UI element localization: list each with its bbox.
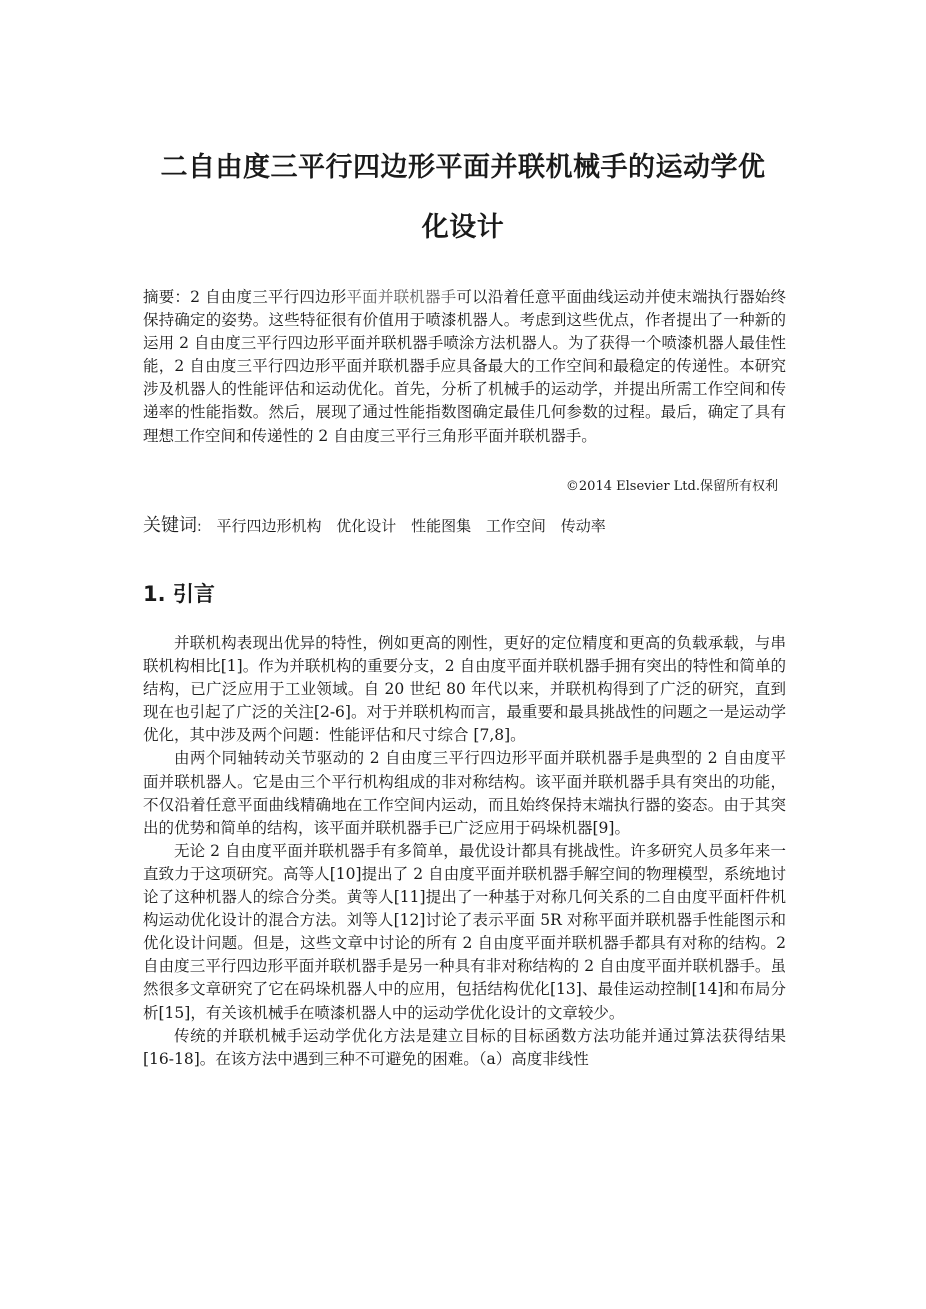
- keyword: 性能图集: [411, 517, 472, 535]
- keyword: 工作空间: [485, 517, 546, 535]
- abstract-text-rest: 可以沿着任意平面曲线运动并使末端执行器始终保持确定的姿势。这些特征很有价值用于喷漆机器人。考虑到这些优点，作者提出了一种新的运用 2 自由度三平行四边形平面并联机器手喷涂方法机器人。为了获得一个喷漆机器人最佳性能，2 自由度三平行四边形平面并联机器手应具备最大的工作空间和最稳定的传递性。本研究涉及机器人的性能评估和运动优化。首先，分析了机械手的运动学，并提出所需工作空间和传递率的性能指数。然后，展现了通过性能指数图确定最佳几何参数的过程。最后，确定了具有理想工作空间和传递性的 2 自由度三平行三角形平面并联机器手。: [143, 288, 786, 445]
- keyword: 优化设计: [336, 517, 397, 535]
- keyword: 平行四边形机构: [216, 517, 322, 535]
- paragraph: 并联机构表现出优异的特性，例如更高的刚性，更好的定位精度和更高的负载承载，与串联机构相比[1]。作为并联机构的重要分支，2 自由度平面并联机器手拥有突出的特性和简单的结构，已广泛应用于工业领域。自 20 世纪 80 年代以来，并联机构得到了广泛的研究，直到现在也引起了广泛的关注[2-6]。对于并联机构而言，最重要和最具挑战性的问题之一是运动学优化，其中涉及两个问题：性能评估和尺寸综合 [7,8]。: [143, 634, 786, 745]
- keywords-separator: :: [197, 519, 202, 535]
- keyword: 传动率: [560, 517, 606, 535]
- keywords-label: 关键词: [143, 515, 197, 536]
- copyright-notice: ©2014 Elsevier Ltd.保留所有权利: [565, 479, 778, 494]
- paper-title-line-1: 二自由度三平行四边形平面并联机械手的运动学优: [160, 152, 766, 183]
- paragraph: 由两个同轴转动关节驱动的 2 自由度三平行四边形平面并联机器手是典型的 2 自由度平面并联机器人。它是由三个平行机构组成的非对称结构。该平面并联机器手具有突出的功能，不仅沿着任意平面曲线精确地在工作空间内运动，而且始终保持末端执行器的姿态。由于其突出的优势和简单的结构，该平面并联机器手已广泛应用于码垛机器[9]。: [143, 749, 786, 837]
- paper-title-line-2: 化设计: [421, 212, 505, 243]
- paragraph: 传统的并联机械手运动学优化方法是建立目标的目标函数方法功能并通过算法获得结果[16-18]。在该方法中遇到三种不可避免的困难。（a）高度非线性: [143, 1026, 786, 1068]
- section-body: [143, 632, 786, 1071]
- abstract: [143, 286, 786, 448]
- abstract-highlight: 平面并联机器手: [346, 288, 457, 306]
- keywords-line: [143, 513, 793, 540]
- section-heading: 1. 引言: [143, 582, 215, 606]
- paragraph: 无论 2 自由度平面并联机器手有多简单，最优设计都具有挑战性。许多研究人员多年来一直致力于这项研究。高等人[10]提出了 2 自由度平面并联机器手解空间的物理模型，系统地讨论了这种机器人的综合分类。黄等人[11]提出了一种基于对称几何关系的二自由度平面杆件机构运动优化设计的混合方法。刘等人[12]讨论了表示平面 5R 对称平面并联机器手性能图示和优化设计问题。但是，这些文章中讨论的所有 2 自由度平面并联机器手都具有对称的结构。2 自由度三平行四边形平面并联机器手是另一种具有非对称结构的 2 自由度平面并联机器手。虽然很多文章研究了它在码垛机器人中的应用，包括结构优化[13]、最佳运动控制[14]和布局分析[15]，有关该机械手在喷漆机器人中的运动学优化设计的文章较少。: [143, 841, 786, 1022]
- abstract-text-start: 摘要：2 自由度三平行四边形: [143, 288, 347, 306]
